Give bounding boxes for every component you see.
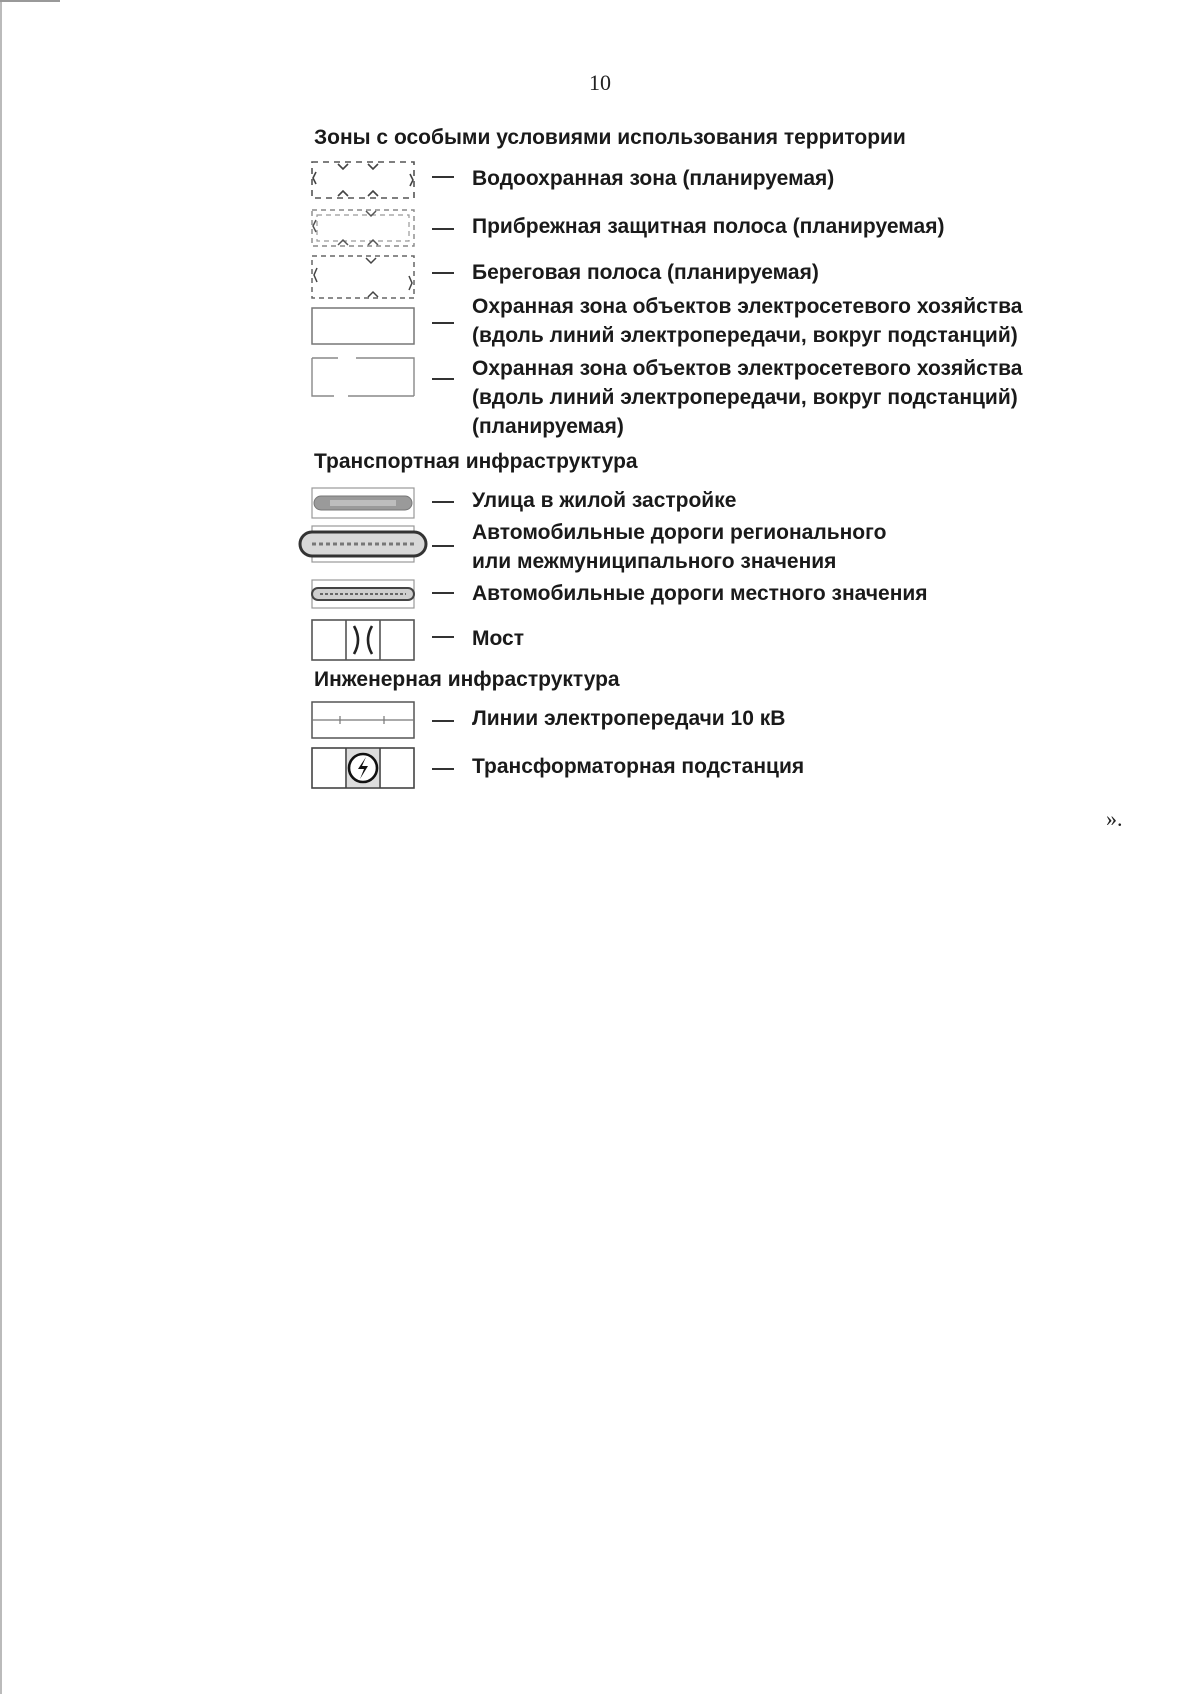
- transformer-substation-icon: [310, 746, 416, 790]
- legend-dash: [432, 636, 454, 638]
- legend-dash: [432, 768, 454, 770]
- scan-edge: [0, 0, 2, 1694]
- legend-dash: [432, 378, 454, 380]
- legend-dash: [432, 592, 454, 594]
- legend-dash: [432, 545, 454, 547]
- legend-label-water-protection-zone: Водоохранная зона (планируемая): [472, 167, 835, 190]
- legend-label-residential-street: Улица в жилой застройке: [472, 489, 737, 512]
- legend-label-power-line-10kv: Линии электропередачи 10 кВ: [472, 707, 786, 730]
- legend-dash: [432, 501, 454, 503]
- legend-dash: [432, 228, 454, 230]
- section-title-zones: Зоны с особыми условиями использования территории: [314, 126, 906, 149]
- page-number: 10: [589, 70, 611, 95]
- shoreline-strip-icon: [310, 254, 416, 300]
- legend-label-transformer-substation: Трансформаторная подстанция: [472, 755, 805, 778]
- legend-label-local-road: Автомобильные дороги местного значения: [472, 582, 928, 605]
- regional-road-icon: [298, 524, 428, 564]
- closing-quote: ».: [1106, 806, 1123, 831]
- legend-label-planned-power-grid-protection-zone: Охранная зона объектов электросетевого хозяйства (вдоль линий электропередачи, вокруг подстанций) (планируемая): [472, 357, 1023, 438]
- legend-label-power-grid-protection-zone: Охранная зона объектов электросетевого хозяйства (вдоль линий электропередачи, вокруг подстанций): [472, 295, 1023, 347]
- residential-street-icon: [310, 486, 416, 520]
- legend-dash: [432, 272, 454, 274]
- coastal-protective-strip-icon: [310, 208, 416, 248]
- section-title-transport: Транспортная инфраструктура: [314, 450, 638, 473]
- power-line-10kv-icon: [310, 700, 416, 740]
- legend-dash: [432, 322, 454, 324]
- power-grid-protection-zone-icon: [310, 306, 416, 346]
- section-title-engineering: Инженерная инфраструктура: [314, 668, 620, 691]
- legend-dash: [432, 720, 454, 722]
- water-protection-zone-icon: [310, 160, 416, 200]
- planned-power-grid-protection-zone-icon: [310, 356, 416, 398]
- scan-edge-top: [0, 0, 60, 2]
- legend-label-regional-road: Автомобильные дороги регионального или межмуниципального значения: [472, 521, 887, 573]
- legend-label-shoreline-strip: Береговая полоса (планируемая): [472, 261, 819, 284]
- bridge-icon: [310, 618, 416, 662]
- legend-dash: [432, 176, 454, 178]
- legend-label-bridge: Мост: [472, 627, 525, 650]
- local-road-icon: [310, 578, 416, 610]
- legend-label-coastal-protective-strip: Прибрежная защитная полоса (планируемая): [472, 215, 945, 238]
